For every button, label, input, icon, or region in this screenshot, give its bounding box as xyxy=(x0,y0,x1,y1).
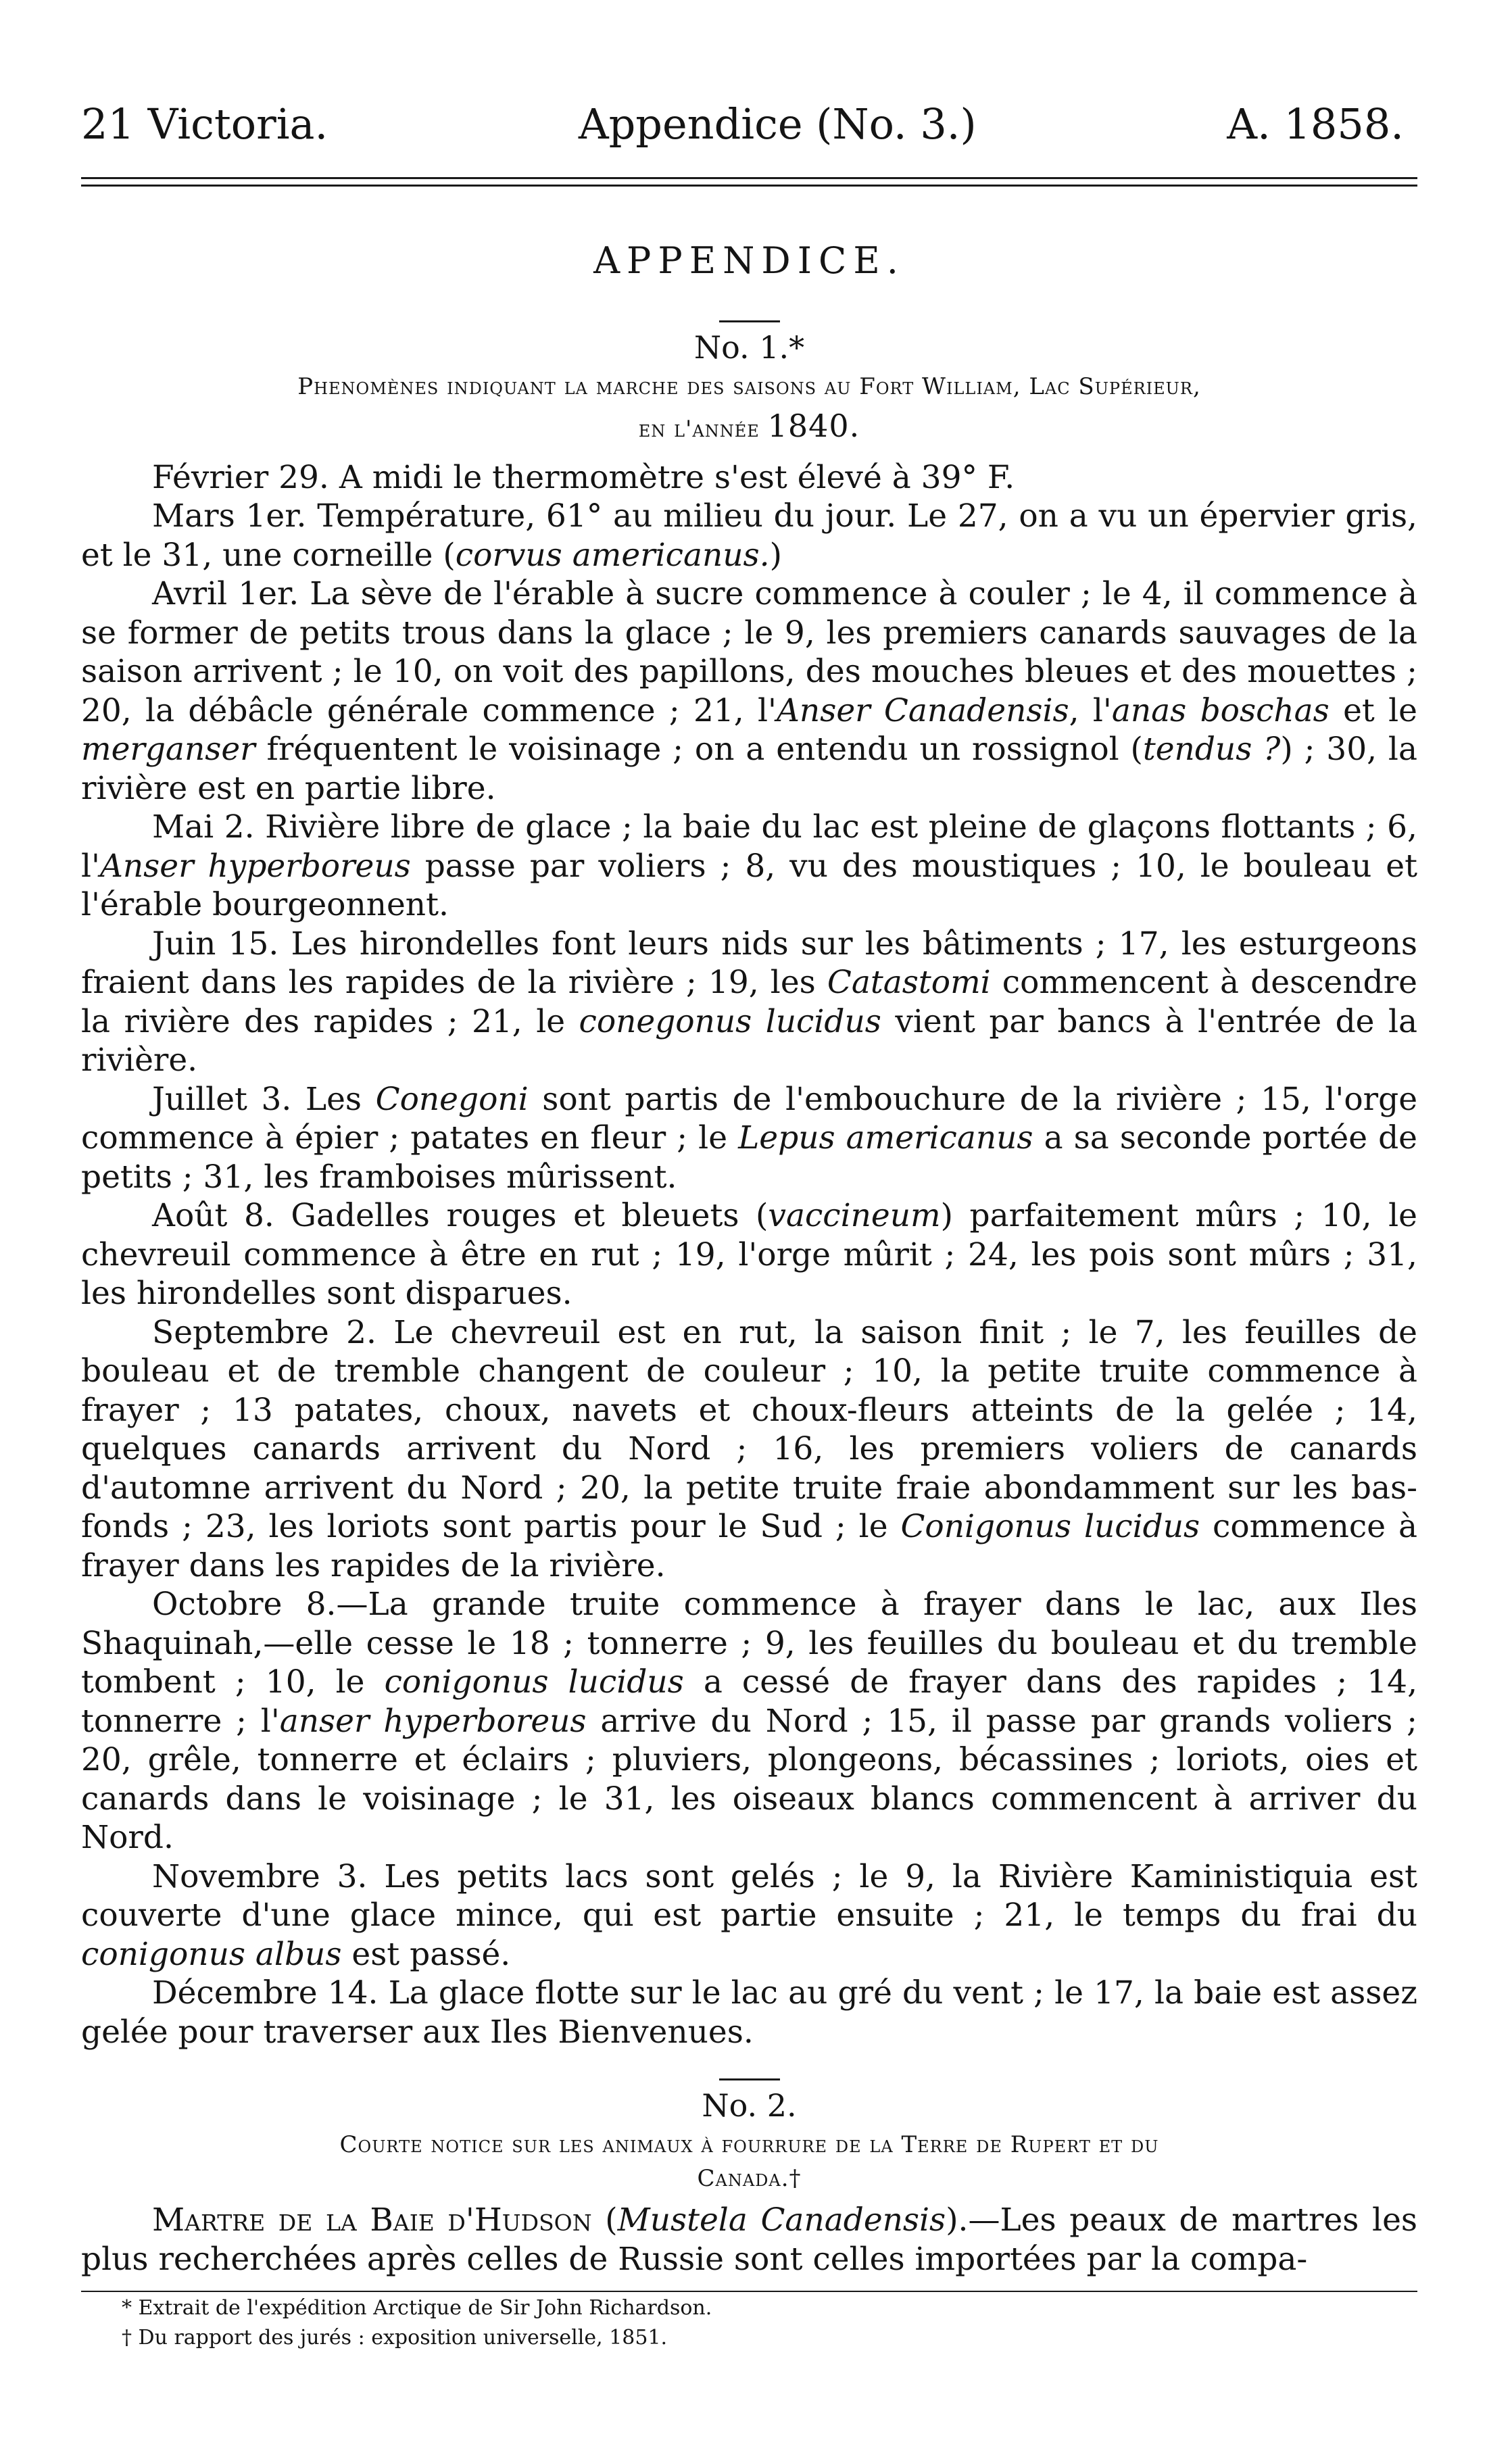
paragraph xyxy=(81,575,1417,808)
text-run: Mai 2. Rivière libre de glace ; la baie du lac est pleine de glaçons flottants ; 6, l' xyxy=(81,808,1417,885)
running-header xyxy=(81,101,1417,147)
section-1-number: No. 1.* xyxy=(693,328,805,366)
italic-term: Mustela Canadensis xyxy=(617,2201,946,2239)
paragraph xyxy=(81,808,1417,925)
text-run: ( xyxy=(591,2201,618,2239)
italic-term: tendus ? xyxy=(1142,731,1281,769)
footnotes xyxy=(81,2295,1417,2352)
text-run: sont partis de l'embouchure de la rivière ; 15, l'orge commence à épier ; patates en fleur ; le xyxy=(81,1080,1418,1157)
italic-term: Anser Canadensis xyxy=(776,691,1069,729)
header-session: 21 Victoria. xyxy=(81,99,328,149)
italic-term: anser hyperboreus xyxy=(279,1702,587,1740)
text-run: ).—Les peaux de martres les plus recherchées après celles de Russie sont celles importées par la compa- xyxy=(81,2201,1417,2278)
italic-term: merganser xyxy=(81,731,255,769)
italic-term: corvus americanus. xyxy=(455,536,770,574)
text-run: commencent à descendre la rivière des rapides ; 21, le xyxy=(81,964,1417,1040)
footnote: † Du rapport des jurés : exposition universelle, 1851. xyxy=(122,2326,668,2350)
paragraph xyxy=(81,925,1417,1080)
header-double-rule xyxy=(81,177,1417,187)
text-run: Octobre 8.—La grande truite commence à frayer dans le lac, aux Iles Shaquinah,—elle cesse le 18 ; tonnerre ; 9, les feuilles du bouleau et du tremble tombent ; 10, le xyxy=(81,1586,1417,1701)
footnote: * Extrait de l'expédition Arctique de Sir John Richardson. xyxy=(122,2296,712,2320)
text-run: Avril 1er. La sève de l'érable à sucre commence à couler ; le 4, il commence à se former de petits trous dans la glace ; le 9, les premiers canards sauvages de la saison arrivent ; le 10, on voit des papillons, des mouches bleues et des mouettes ; 20, la débâcle générale commence ; 21, l' xyxy=(81,575,1417,729)
page-title: APPENDICE. xyxy=(593,239,905,283)
italic-term: anas boschas xyxy=(1111,691,1330,729)
paragraph xyxy=(81,497,1417,575)
text-run: ) ; 30, la rivière est en partie libre. xyxy=(81,731,1417,807)
italic-term: Lepus americanus xyxy=(738,1119,1033,1157)
section-2-heading xyxy=(81,2128,1417,2195)
text-run: Novembre 3. Les petits lacs sont gelés ; le 9, la Rivière Kaministiquia est couverte d'une glace mince, qui est partie ensuite ; 21, le temps du frai du xyxy=(81,1857,1417,1934)
italic-term: conigonus albus xyxy=(81,1935,342,1973)
text-run: fréquentent le voisinage ; on a entendu un rossignol ( xyxy=(255,731,1143,769)
paragraph xyxy=(81,1080,1417,1197)
text-run: , l' xyxy=(1069,691,1112,729)
header-year: A. 1858. xyxy=(1227,99,1404,149)
paragraph xyxy=(81,2201,1417,2279)
section-1-heading-year: 1840. xyxy=(767,408,860,445)
italic-term: conegonus lucidus xyxy=(579,1002,881,1040)
text-run: Martre de la Baie d'Hudson xyxy=(152,2201,592,2239)
italic-term: conigonus lucidus xyxy=(384,1663,684,1701)
paragraph xyxy=(81,1857,1417,1974)
header-appendix-number: Appendice (No. 3.) xyxy=(578,99,977,149)
section-divider xyxy=(719,320,780,322)
section-1-heading-line1: Phenomènes indiquant la marche des saisons au Fort William, Lac Supérieur, xyxy=(297,372,1201,400)
section-1-heading xyxy=(81,370,1417,449)
text-run: Septembre 2. Le chevreuil est en rut, la saison finit ; le 7, les feuilles de bouleau et de tremble changent de couleur ; 10, la petite truite commence à frayer ; 13 patates, choux, navets et choux-fleurs atteints de la gelée ; 14, quelques canards arrivent du Nord ; 16, les premiers voliers de canards d'automne arrivent du Nord ; 20, la petite truite fraie abondamment sur les bas-fonds ; 23, les loriots sont partis pour le Sud ; le xyxy=(81,1313,1417,1546)
text-run: Décembre 14. La glace flotte sur le lac au gré du vent ; le 17, la baie est assez gelée pour traverser aux Iles Bienvenues. xyxy=(81,1974,1417,2051)
text-run: et le xyxy=(1329,691,1417,729)
paragraph xyxy=(81,1974,1417,2051)
text-run: est passé. xyxy=(341,1935,511,1973)
text-run: a cessé de frayer dans des rapides ; 14, tonnerre ; l' xyxy=(81,1663,1418,1740)
paragraph xyxy=(81,458,1417,497)
paragraph xyxy=(81,1585,1417,1857)
text-run: ) xyxy=(769,536,782,574)
section-2-heading-line1: Courte notice sur les animaux à fourrure de la Terre de Rupert et du xyxy=(339,2131,1159,2159)
section-2-heading-line2: Canada.† xyxy=(697,2164,802,2192)
text-run: vient par bancs à l'entrée de la rivière. xyxy=(81,1002,1418,1079)
text-run: Juillet 3. Les xyxy=(152,1080,376,1118)
paragraph xyxy=(81,1196,1417,1313)
italic-term: vaccineum xyxy=(768,1197,941,1235)
paragraph xyxy=(81,1313,1417,1586)
text-run: Juin 15. Les hirondelles font leurs nids sur les bâtiments ; 17, les esturgeons fraient dans les rapides de la rivière ; 19, les xyxy=(81,925,1417,1002)
footnote-rule xyxy=(81,2291,1417,2292)
text-run: passe par voliers ; 8, vu des moustiques ; 10, le bouleau et l'érable bourgeonnent. xyxy=(81,847,1417,924)
section-1-heading-prefix: en l'année xyxy=(638,416,760,443)
text-run: Février 29. A midi le thermomètre s'est élevé à 39° F. xyxy=(152,458,1015,496)
text-run: a sa seconde portée de petits ; 31, les framboises mûrissent. xyxy=(81,1119,1417,1196)
text-run: arrive du Nord ; 15, il passe par grands voliers ; 20, grêle, tonnerre et éclairs ; pluviers, plongeons, bécassines ; loriots, oies et canards dans le voisinage ; le 31, les oiseaux blancs commencent à arriver du Nord. xyxy=(81,1702,1417,1857)
text-run: Août 8. Gadelles rouges et bleuets ( xyxy=(152,1197,769,1235)
section-divider xyxy=(719,2078,780,2080)
text-run: commence à frayer dans les rapides de la rivière. xyxy=(81,1508,1417,1584)
text-run: ) parfaitement mûrs ; 10, le chevreuil commence à être en rut ; 19, l'orge mûrit ; 24, les pois sont mûrs ; 31, les hirondelles sont disparues. xyxy=(81,1197,1417,1313)
section-1-heading-line2 xyxy=(81,404,1417,449)
italic-term: Conegoni xyxy=(375,1080,529,1118)
text-run: Mars 1er. Température, 61° au milieu du jour. Le 27, on a vu un épervier gris, et le 31, une corneille ( xyxy=(81,497,1417,574)
section-1-body xyxy=(81,458,1417,2052)
section-2-body xyxy=(81,2201,1417,2279)
italic-term: Catastomi xyxy=(827,964,991,1002)
italic-term: Anser hyperboreus xyxy=(99,847,411,885)
section-2-number: No. 2. xyxy=(702,2087,797,2124)
italic-term: Conigonus lucidus xyxy=(900,1508,1200,1546)
